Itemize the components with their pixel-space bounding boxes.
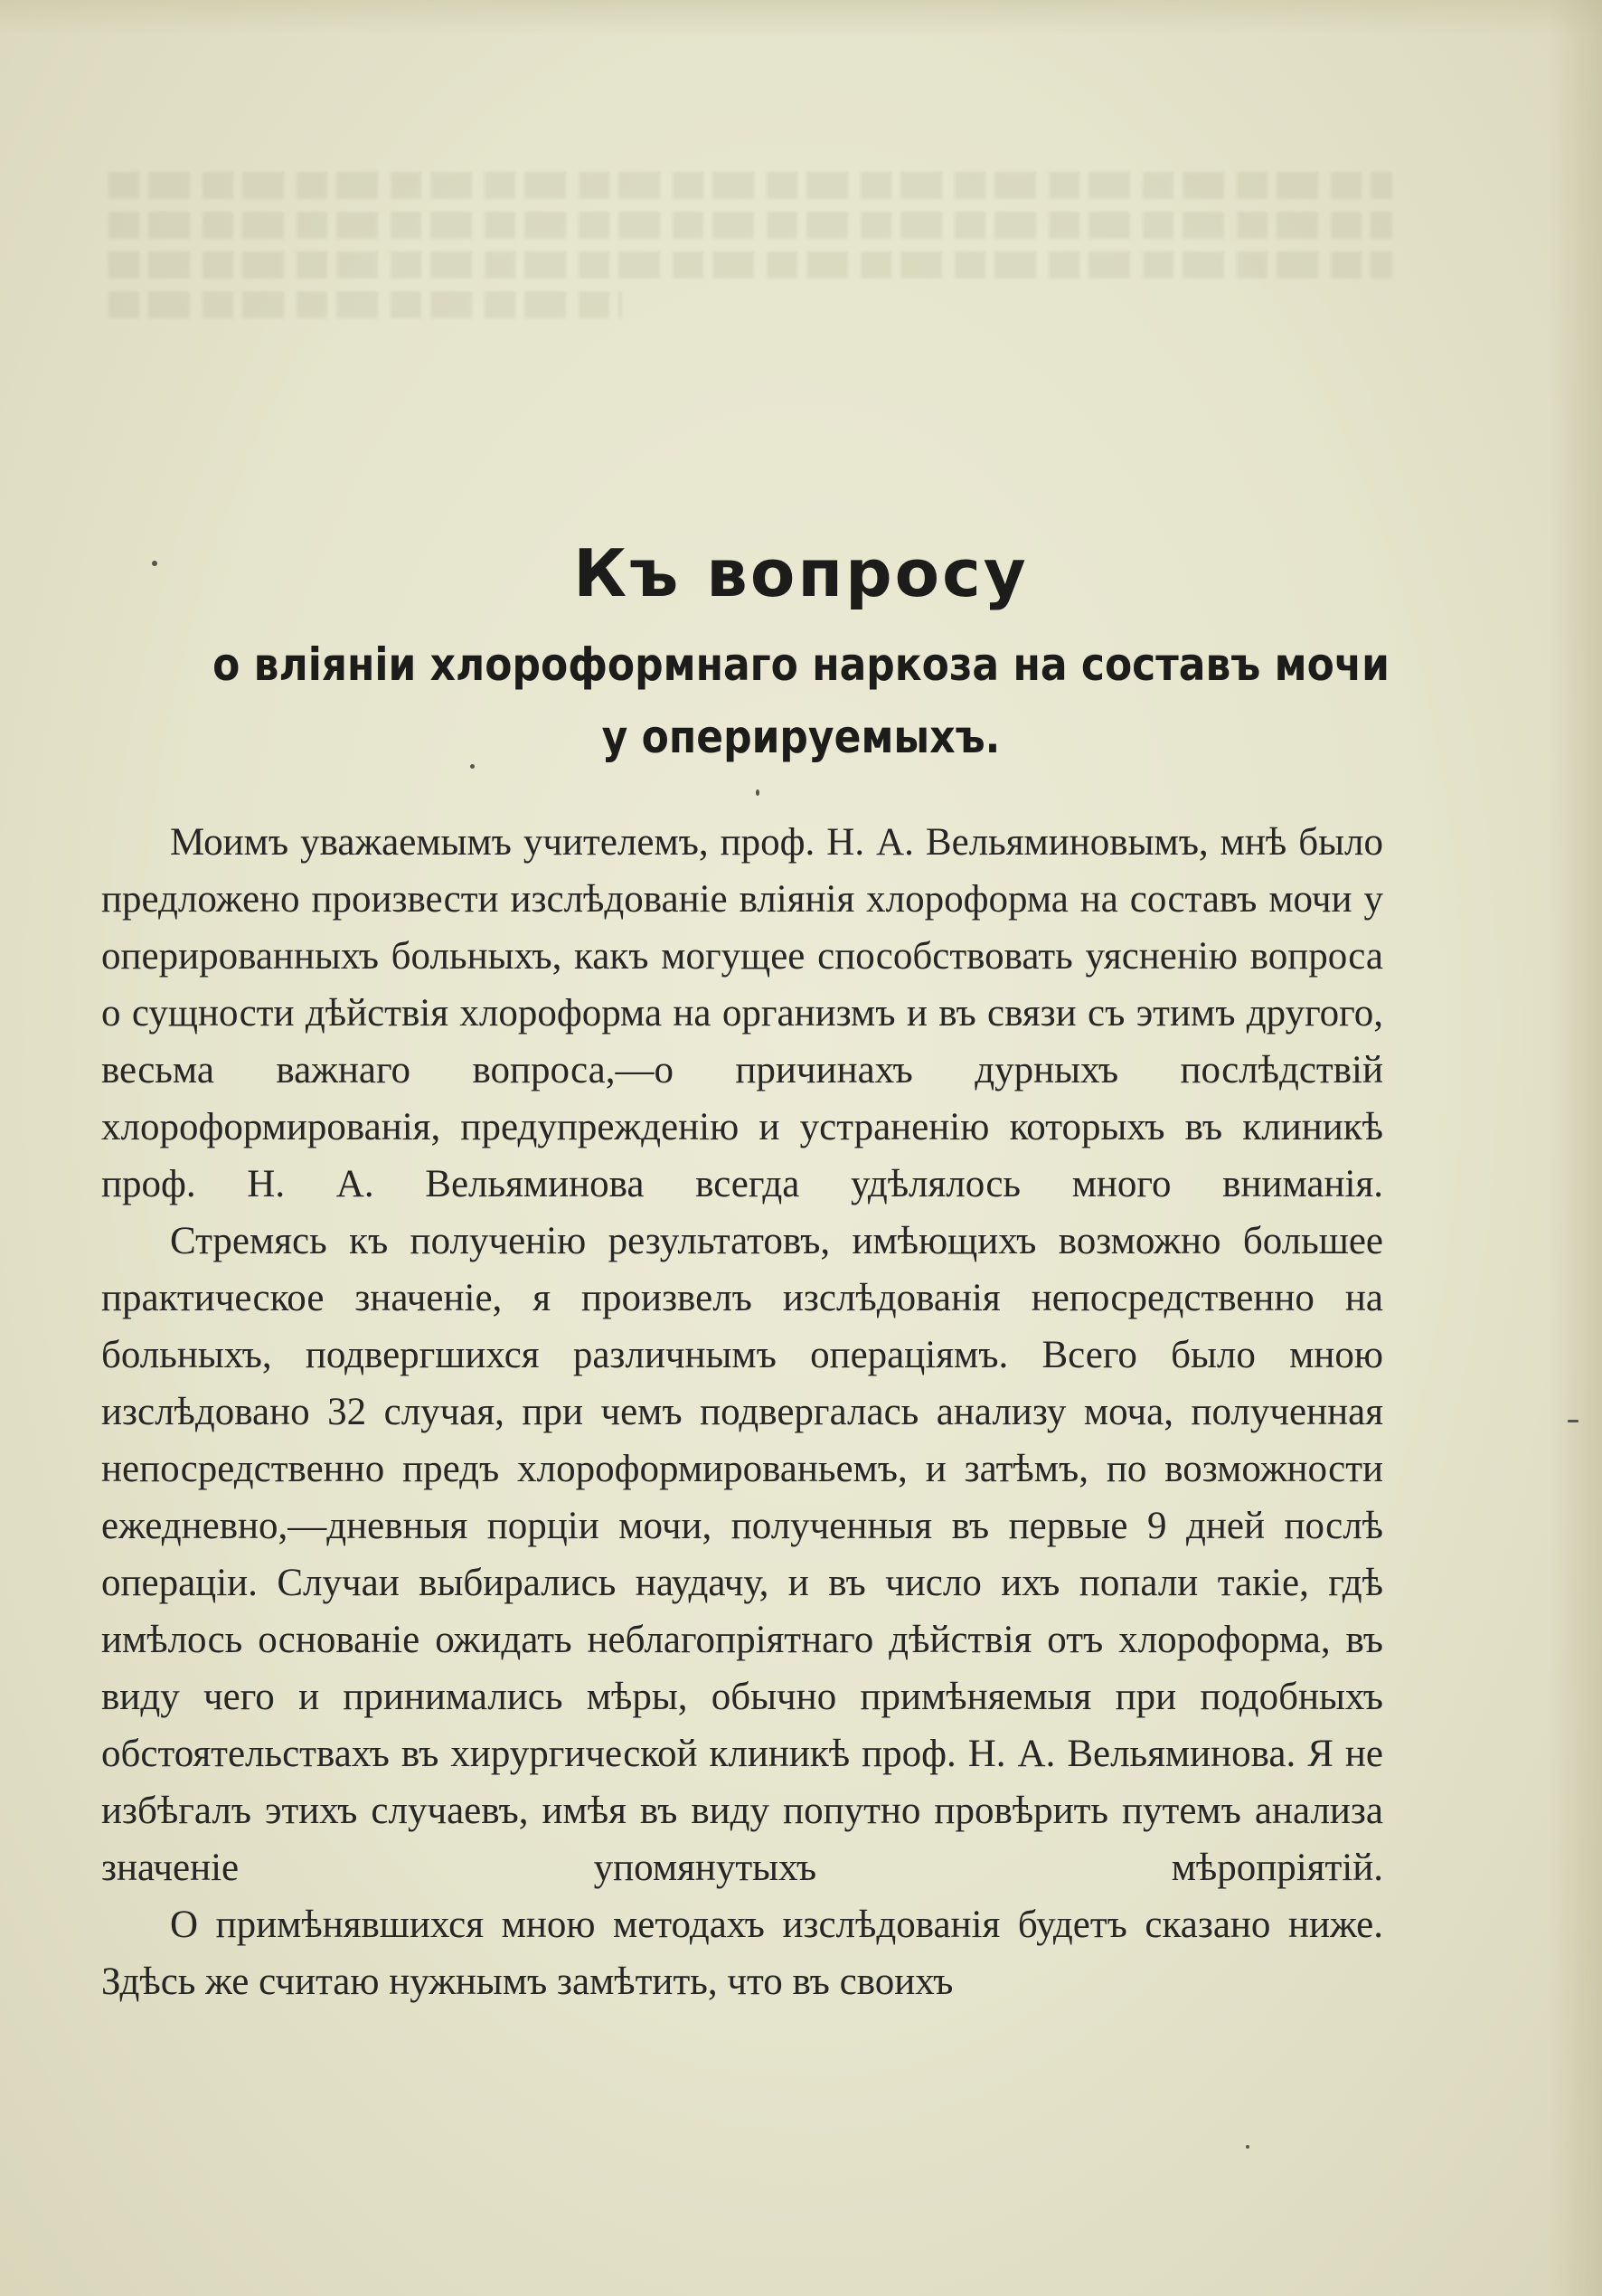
paper-edge-shadow-top	[0, 0, 1602, 36]
paper-speck	[1568, 1420, 1578, 1422]
paper-speck	[470, 764, 475, 769]
paragraph-3: О примѣнявшихся мною методахъ изслѣдованія будетъ сказано ниже. Здѣсь же считаю нужнымъ замѣтить, что въ своихъ	[101, 1904, 1383, 2003]
page-subtitle-line-2: у оперируемыхъ.	[601, 711, 1001, 763]
paper-speck	[1246, 2145, 1249, 2149]
page-subtitle-line-1: о вліяніи хлороформнаго наркоза на составъ мочи	[212, 638, 1390, 691]
paper-edge-shadow-right	[1548, 0, 1602, 2296]
paragraph-2: Стремясь къ полученію результатовъ, имѣющихъ возможно большее практическое значеніе, я произвелъ изслѣдованія непосредственно на больныхъ, подвергшихся различнымъ операціямъ. Всего было мною изслѣдовано 32 случая, при чемъ подвергалась анализу моча, полученная непосредственно предъ хлороформированьемъ, и затѣмъ, по возможности ежедневно,—дневныя порціи мочи, полученныя въ первые 9 дней послѣ операціи. Случаи выбирались наудачу, и въ число ихъ попали такіе, гдѣ имѣлось основаніе ожидать неблагопріятнаго дѣйствія отъ хлороформа, въ виду чего и принимались мѣры, обычно примѣняемыя при подобныхъ обстоятельствахъ въ хирургической клиникѣ проф. Н. А. Вельяминова. Я не избѣгалъ этихъ случаевъ, имѣя въ виду попутно провѣрить путемъ анализа значеніе упомянутыхъ мѣропріятій.	[101, 1220, 1383, 1889]
paper-speck	[152, 561, 157, 566]
paper-speck	[756, 789, 759, 796]
body-text	[101, 814, 1383, 2010]
bleed-through-shadow	[108, 172, 1392, 389]
page-title: Къ вопросу	[573, 535, 1029, 611]
paragraph-1: Моимъ уважаемымъ учителемъ, проф. Н. А. Вельяминовымъ, мнѣ было предложено произвести изслѣдованіе вліянія хлороформа на составъ мочи у оперированныхъ больныхъ, какъ могущее способствовать уясненію вопроса о сущности дѣйствія хлороформа на организмъ и въ связи съ этимъ другого, весьма важнаго вопроса,—о причинахъ дурныхъ послѣдствій хлороформированія, предупрежденію и устраненію которыхъ въ клиникѣ проф. Н. А. Вельяминова всегда удѣлялось много вниманія.	[101, 821, 1383, 1205]
